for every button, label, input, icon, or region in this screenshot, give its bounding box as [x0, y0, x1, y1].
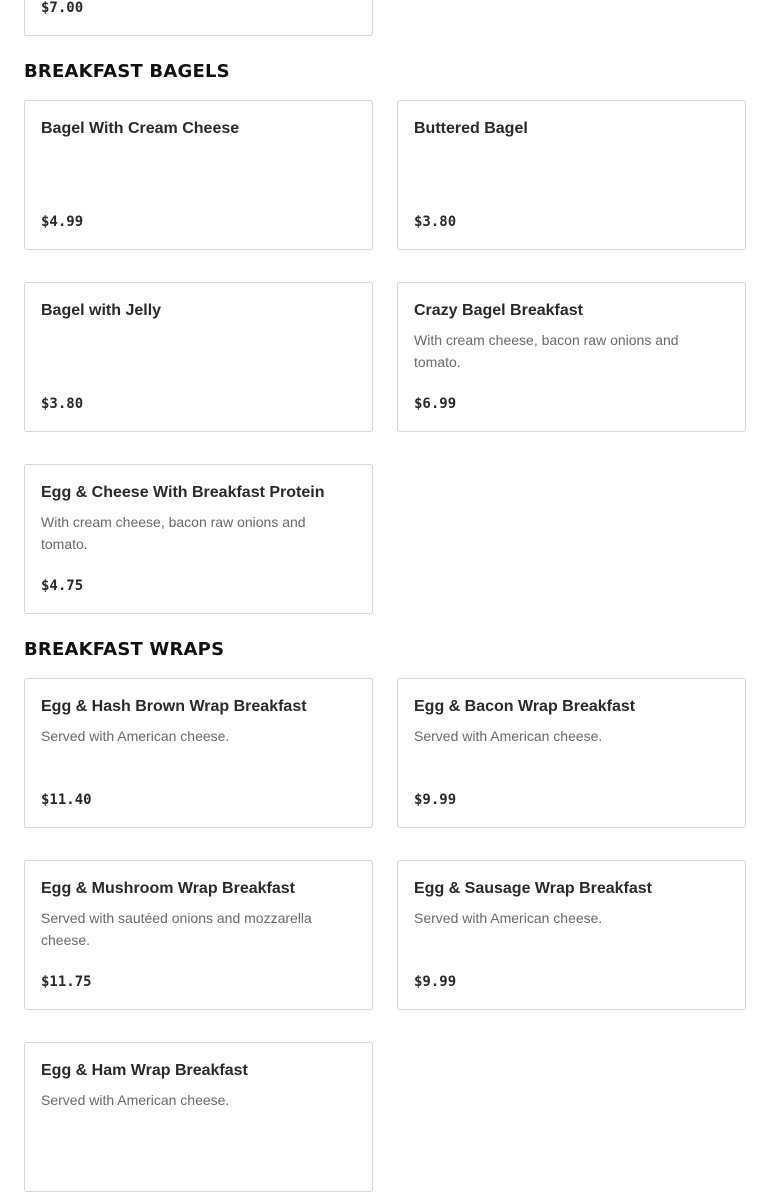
menu-item-description: Served with American cheese. [414, 728, 603, 744]
menu-item-name: Egg & Cheese With Breakfast Protein [41, 484, 325, 501]
menu-item-price: $6.99 [414, 396, 457, 412]
menu-item-price: $7.00 [41, 0, 84, 16]
menu-item-name: Bagel with Jelly [41, 302, 162, 319]
menu-item-price: $11.40 [41, 792, 92, 808]
menu-item-name: Egg & Mushroom Wrap Breakfast [41, 880, 295, 897]
menu-item-description: Served with American cheese. [41, 728, 230, 744]
menu-item-name: Buttered Bagel [414, 120, 528, 137]
menu-item-card[interactable] [397, 678, 746, 828]
menu-item-card[interactable] [24, 860, 373, 1010]
menu-item-price: $3.80 [41, 396, 84, 412]
menu-item-description: Served with American cheese. [414, 910, 603, 926]
menu-item-name: Crazy Bagel Breakfast [414, 302, 583, 319]
menu-item-description: With cream cheese, bacon raw onions and tomato. [414, 332, 679, 370]
menu-item-card[interactable] [24, 282, 373, 432]
menu-item-price: $4.75 [41, 578, 84, 594]
menu-item-card[interactable] [24, 0, 373, 36]
menu-item-name: Egg & Ham Wrap Breakfast [41, 1062, 248, 1079]
section-title-breakfast-bagels: BREAKFAST BAGELS [24, 61, 230, 82]
menu-item-name: Egg & Bacon Wrap Breakfast [414, 698, 636, 715]
menu-item-price: $11.75 [41, 974, 92, 990]
menu-item-card[interactable] [24, 464, 373, 614]
menu-item-price: $9.99 [414, 974, 457, 990]
menu-item-card[interactable] [24, 100, 373, 250]
menu-item-price: $3.80 [414, 214, 457, 230]
menu-item-price: $4.99 [41, 214, 84, 230]
menu-item-description: Served with sautéed onions and mozzarella cheese. [41, 910, 312, 948]
menu-item-description: Served with American cheese. [41, 1092, 230, 1108]
menu-item-card[interactable] [397, 100, 746, 250]
menu-item-name: Egg & Hash Brown Wrap Breakfast [41, 698, 307, 715]
menu-item-card[interactable] [397, 860, 746, 1010]
menu-item-card[interactable] [24, 1042, 373, 1192]
menu-item-name: Egg & Sausage Wrap Breakfast [414, 880, 653, 897]
menu-item-card[interactable] [397, 282, 746, 432]
menu-item-description: With cream cheese, bacon raw onions and tomato. [41, 514, 306, 552]
menu-item-price: $9.99 [414, 792, 457, 808]
menu-item-card[interactable] [24, 678, 373, 828]
menu-item-name: Bagel With Cream Cheese [41, 120, 240, 137]
section-title-breakfast-wraps: BREAKFAST WRAPS [24, 639, 225, 660]
